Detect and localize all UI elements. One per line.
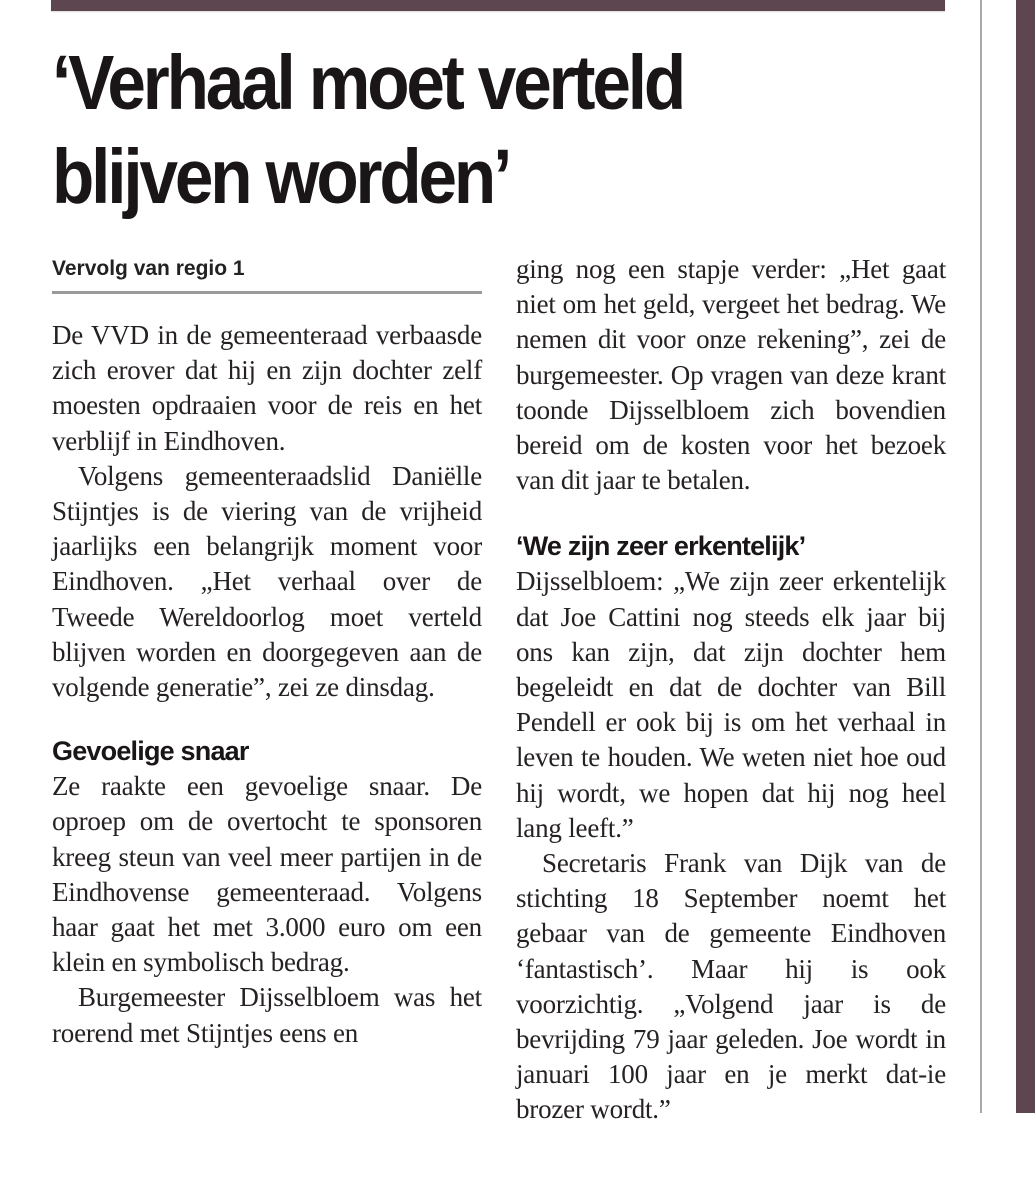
body-paragraph: ging nog een stapje verder: „Het gaat niet om het geld, vergeet het bedrag. We nemen dit voor onze rekening”, zei de burgemeester. Op vragen van deze krant toonde Dijsselbloem zich bovendien bereid om de kosten voor het bezoek van dit jaar te betalen. [516, 254, 946, 496]
body-paragraph: Volgens gemeenteraadslid Daniëlle Stijntjes is de viering van de vrijheid jaarlijks een belangrijk moment voor Eindhoven. „Het verhaal over de Tweede Wereldoorlog moet verteld blijven worden en doorgegeven aan de volgende generatie”, zei ze dinsdag. [52, 460, 482, 703]
article-column-left [52, 252, 482, 1051]
body-paragraph: Dijsselbloem: „We zijn zeer erkentelijk dat Joe Cattini nog steeds elk jaar bij ons kan zijn, dat zijn dochter hem begeleidt en dat de dochter van Bill Pendell er ook bij is om het verhaal in leven te houden. We weten niet hoe oud hij wordt, we hopen dat hij nog heel lang leeft.” [516, 566, 946, 843]
body-paragraph: Secretaris Frank van Dijk van de stichting 18 September noemt het gebaar van de gemeente Eindhoven ‘fantastisch’. Maar hij is ook voorzichtig. „Volgend jaar is de bevrijding 79 jaar geleden. Joe wordt in januari 100 jaar en je merkt dat-ie brozer wordt.” [516, 848, 946, 1125]
article-column-right [516, 252, 946, 1128]
right-accent-bar [1016, 0, 1035, 1113]
kicker-divider [52, 291, 482, 294]
article-headline: ‘Verhaal moet verteld blijven worden’ [52, 40, 684, 220]
subheading: ‘We zijn zeer erkentelijk’ [516, 531, 806, 562]
column-divider-rule [980, 0, 982, 1113]
body-paragraph: Ze raakte een gevoelige snaar. De oproep om de overtocht te sponsoren kreeg steun van veel meer partijen in de Eindhovense gemeenteraad. Volgens haar gaat het met 3.000 euro om een klein en symbolisch bedrag. [52, 771, 482, 978]
top-accent-bar [51, 0, 945, 11]
body-paragraph: De VVD in de gemeenteraad verbaasde zich erover dat hij en zijn dochter zelf moesten opdraaien voor de reis en het verblijf in Eindhoven. [52, 320, 482, 456]
body-paragraph: Burgemeester Dijsselbloem was het roerend met Stijntjes eens en [52, 982, 482, 1048]
subheading: Gevoelige snaar [52, 736, 249, 767]
continuation-kicker: Vervolg van regio 1 [52, 257, 245, 280]
